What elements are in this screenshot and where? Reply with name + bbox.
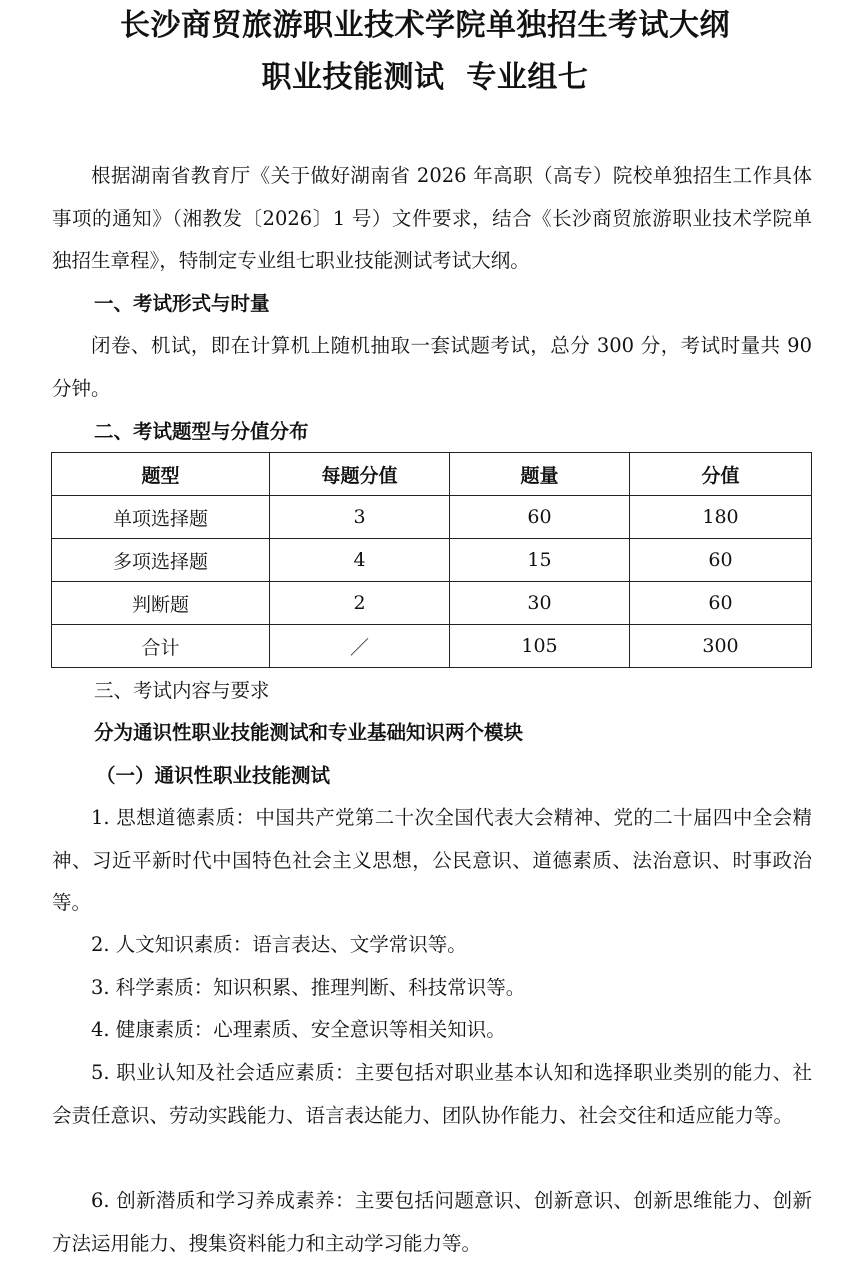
- table-cell: 15: [450, 539, 630, 582]
- document-subtitle: 职业技能测试 专业组七: [261, 60, 589, 95]
- table-cell: 2: [270, 582, 450, 625]
- table-header-cell: 题型: [52, 453, 270, 496]
- table-header-cell: 每题分值: [270, 453, 450, 496]
- table-cell: 30: [450, 582, 630, 625]
- table-cell: 判断题: [52, 582, 270, 625]
- table-header-cell: 分值: [630, 453, 812, 496]
- content-item-3: 3. 科学素质：知识积累、推理判断、科技常识等。: [91, 976, 526, 999]
- table-cell: 60: [630, 582, 812, 625]
- module-1-heading: （一）通识性职业技能测试: [96, 764, 331, 787]
- section-3-subheading: 分为通识性职业技能测试和专业基础知识两个模块: [94, 721, 524, 744]
- table-total-row: [52, 625, 812, 668]
- table-header-row: [52, 453, 812, 496]
- section-1-heading: 一、考试形式与时量: [94, 292, 270, 315]
- section-3-heading: 三、考试内容与要求: [94, 679, 270, 702]
- content-item-4: 4. 健康素质：心理素质、安全意识等相关知识。: [91, 1018, 506, 1041]
- table-cell: 3: [270, 496, 450, 539]
- table-header-cell: 题量: [450, 453, 630, 496]
- section-2-heading: 二、考试题型与分值分布: [94, 420, 309, 443]
- table-cell: 180: [630, 496, 812, 539]
- table-row: [52, 539, 812, 582]
- intro-paragraph: 根据湖南省教育厅《关于做好湖南省 2026 年高职（高专）院校单独招生工作具体事项的通知》（湘教发〔2026〕1 号）文件要求，结合《长沙商贸旅游职业技术学院单独招生章程》，特制定专业组七职业技能测试考试大纲。: [52, 164, 812, 272]
- content-item-6: 6. 创新潜质和学习养成素养：主要包括问题意识、创新意识、创新思维能力、创新方法运用能力、搜集资料能力和主动学习能力等。: [52, 1189, 812, 1255]
- table-cell: 105: [450, 625, 630, 668]
- table-cell: 60: [450, 496, 630, 539]
- table-cell: 300: [630, 625, 812, 668]
- table-cell: 多项选择题: [52, 539, 270, 582]
- document-title: 长沙商贸旅游职业技术学院单独招生考试大纲: [120, 8, 730, 43]
- table-cell: 60: [630, 539, 812, 582]
- content-item-1: 1. 思想道德素质：中国共产党第二十次全国代表大会精神、党的二十届四中全会精神、习近平新时代中国特色社会主义思想，公民意识、道德素质、法治意识、时事政治等。: [52, 806, 812, 914]
- score-distribution-table: [51, 452, 812, 668]
- content-item-2: 2. 人文知识素质：语言表达、文学常识等。: [91, 933, 467, 956]
- table-cell: 单项选择题: [52, 496, 270, 539]
- content-item-5: 5. 职业认知及社会适应素质：主要包括对职业基本认知和选择职业类别的能力、社会责任意识、劳动实践能力、语言表达能力、团队协作能力、社会交往和适应能力等。: [52, 1061, 812, 1127]
- table-cell: ／: [270, 625, 450, 668]
- section-1-text: 闭卷、机试，即在计算机上随机抽取一套试题考试，总分 300 分，考试时量共 90 分钟。: [52, 334, 812, 400]
- table-row: [52, 582, 812, 625]
- table-row: [52, 496, 812, 539]
- table-cell: 合计: [52, 625, 270, 668]
- table-cell: 4: [270, 539, 450, 582]
